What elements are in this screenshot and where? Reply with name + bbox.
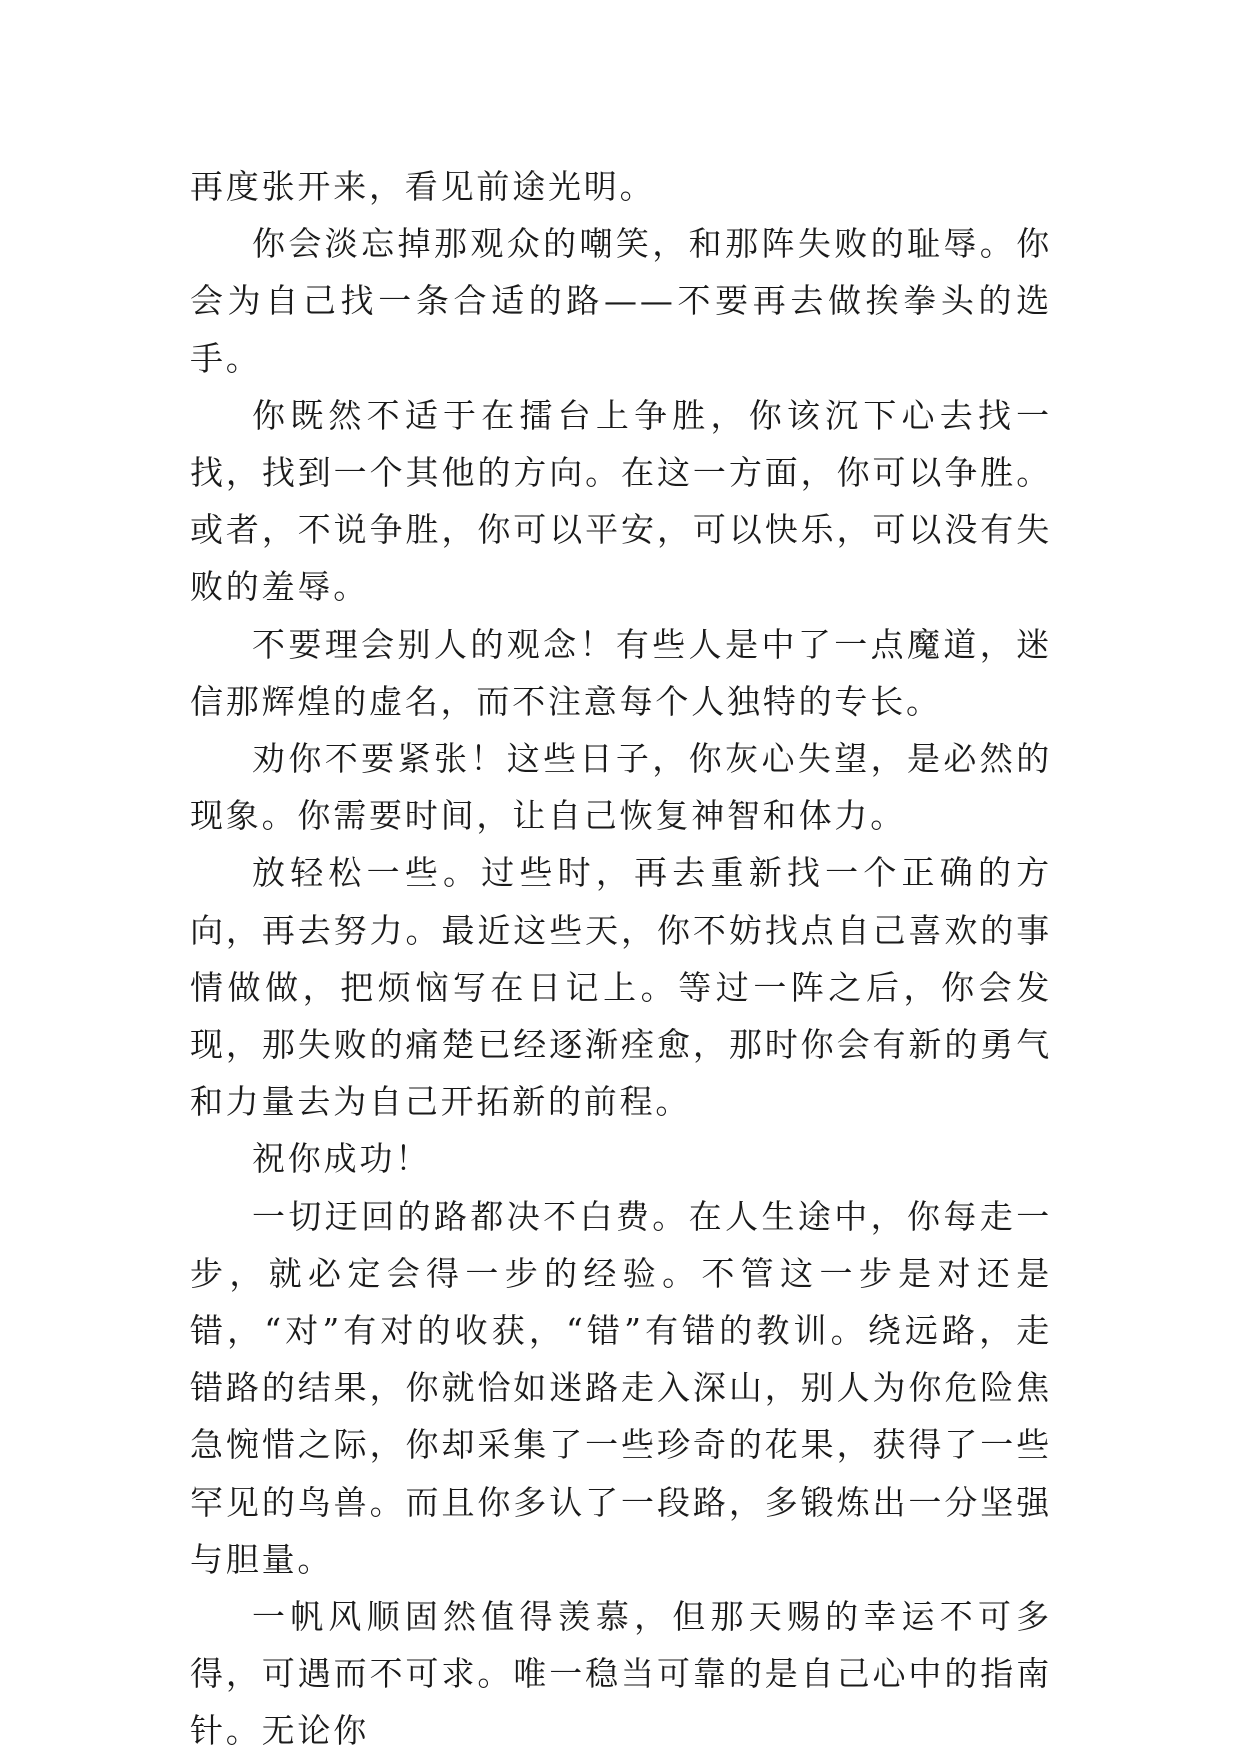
paragraph-1: 再度张开来，看见前途光明。: [190, 167, 656, 206]
paragraph-2: 你会淡忘掉那观众的嘲笑，和那阵失败的耻辱。你会为自己找一条合适的路——不要再去做挨拳头的选手。: [190, 224, 1052, 378]
paragraph-6: 放轻松一些。过些时，再去重新找一个正确的方向，再去努力。最近这些天，你不妨找点自己喜欢的事情做做，把烦恼写在日记上。等过一阵之后，你会发现，那失败的痛楚已经逐渐痊愈，那时你会有新的勇气和力量去为自己开拓新的前程。: [190, 853, 1052, 1122]
paragraph-5: 劝你不要紧张！这些日子，你灰心失望，是必然的现象。你需要时间，让自己恢复神智和体力。: [190, 739, 1052, 836]
paragraph-7: 祝你成功！: [252, 1139, 431, 1179]
document-body: [190, 158, 1052, 1760]
paragraph-8: 一切迂回的路都决不白费。在人生途中，你每走一步，就必定会得一步的经验。不管这一步是对还是错，“对”有对的收获，“错”有错的教训。绕远路，走错路的结果，你就恰如迷路走入深山，别人为你危险焦急惋惜之际，你却采集了一些珍奇的花果，获得了一些罕见的鸟兽。而且你多认了一段路，多锻炼出一分坚强与胆量。: [190, 1196, 1052, 1579]
paragraph-9: 一帆风顺固然值得羡慕，但那天赐的幸运不可多得，可遇而不可求。唯一稳当可靠的是自己心中的指南针。无论你: [190, 1597, 1052, 1751]
paragraph-4: 不要理会别人的观念！有些人是中了一点魔道，迷信那辉煌的虚名，而不注意每个人独特的专长。: [190, 624, 1052, 721]
paragraph-3: 你既然不适于在擂台上争胜，你该沉下心去找一找，找到一个其他的方向。在这一方面，你可以争胜。或者，不说争胜，你可以平安，可以快乐，可以没有失败的羞辱。: [190, 395, 1052, 607]
